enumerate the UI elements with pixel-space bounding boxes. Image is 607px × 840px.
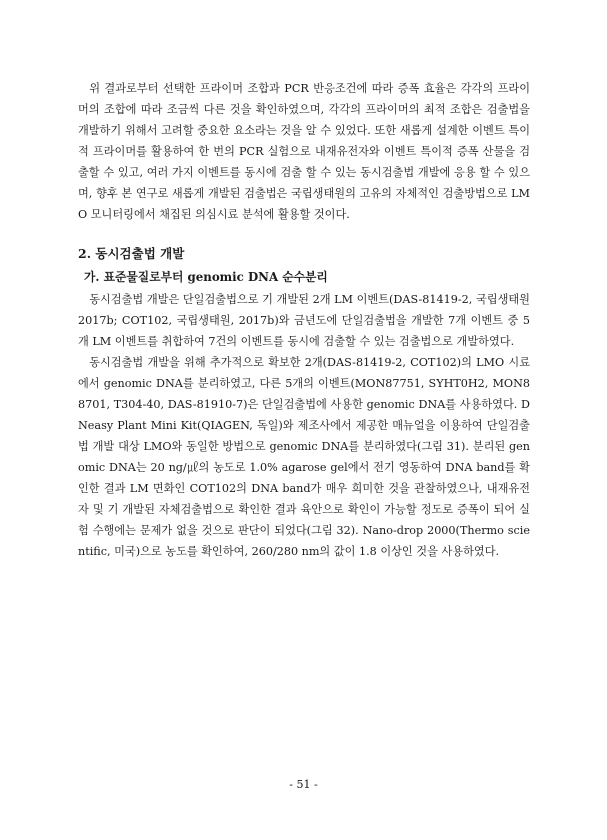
paragraph-dna-isolation: 동시검출법 개발을 위해 추가적으로 확보한 2개(DAS-81419-2, COT102)의 LMO 시료에서 genomic DNA를 분리하였고, 다른 5개의 이벤트(MON87751, SYHT0H2, MON88701, T304-40, DAS-81910-7)은 단일검출법에 사용한 genomic DNA를 사용하였다. DNeasy Plant Mini Kit(QIAGEN, 독일)와 제조사에서 제공한 매뉴얼을 이용하여 단일검출법 개발 대상 LMO와 동일한 방법으로 genomic DNA를 분리하였다(그림 31). 분리된 genomic DNA는 20 ng/㎕의 농도로 1.0% agarose gel에서 전기 영동하여 DNA band를 확인한 결과 LM 면화인 COT102의 DNA band가 매우 희미한 것을 관찰하였으나, 내재유전자 및 기 개발된 자체검출법으로 확인한 결과 육안으로 확인이 가능할 정도로 증폭이 되어 실험 수행에는 문제가 없을 것으로 판단이 되었다(그림 32). Nano-drop 2000(Thermo scientific, 미국)으로 농도를 확인하여, 260/280 nm의 값이 1.8 이상인 것을 사용하였다.: [78, 356, 530, 558]
paragraph-results-summary: 위 결과로부터 선택한 프라이머 조합과 PCR 반응조건에 따라 증폭 효율은 각각의 프라이머의 조합에 따라 조금씩 다른 것을 확인하였으며, 각각의 프라이머의 최적 조합은 검출법을 개발하기 위해서 고려할 중요한 요소라는 것을 알 수 있었다. 또한 새롭게 설계한 이벤트 특이적 프라이머를 활용하여 한 번의 PCR 실험으로 내재유전자와 이벤트 특이적 증폭 산물을 검출할 수 있고, 여러 가지 이벤트를 동시에 검출 할 수 있는 동시검출법 개발에 응용 할 수 있으며, 향후 본 연구로 새롭게 개발된 검출법은 국립생태원의 고유의 자체적인 검출방법으로 LMO 모니터링에서 채집된 의심시료 분석에 활용할 것이다.: [78, 82, 530, 221]
section-heading: 2. 동시검출법 개발: [78, 246, 185, 261]
subsection-heading: 가. 표준물질로부터 genomic DNA 순수분리: [84, 270, 328, 284]
page-body: [78, 78, 530, 562]
page-number: - 51 -: [289, 778, 318, 791]
paragraph-simultaneous-detection: 동시검출법 개발은 단일검출법으로 기 개발된 2개 LM 이벤트(DAS-81419-2, 국립생태원 2017b; COT102, 국립생태원, 2017b)와 금년도에 단일검출법을 개발한 7개 이벤트 중 5개 LM 이벤트를 취합하여 7건의 이벤트를 동시에 검출할 수 있는 검출법으로 개발하였다.: [78, 293, 530, 348]
